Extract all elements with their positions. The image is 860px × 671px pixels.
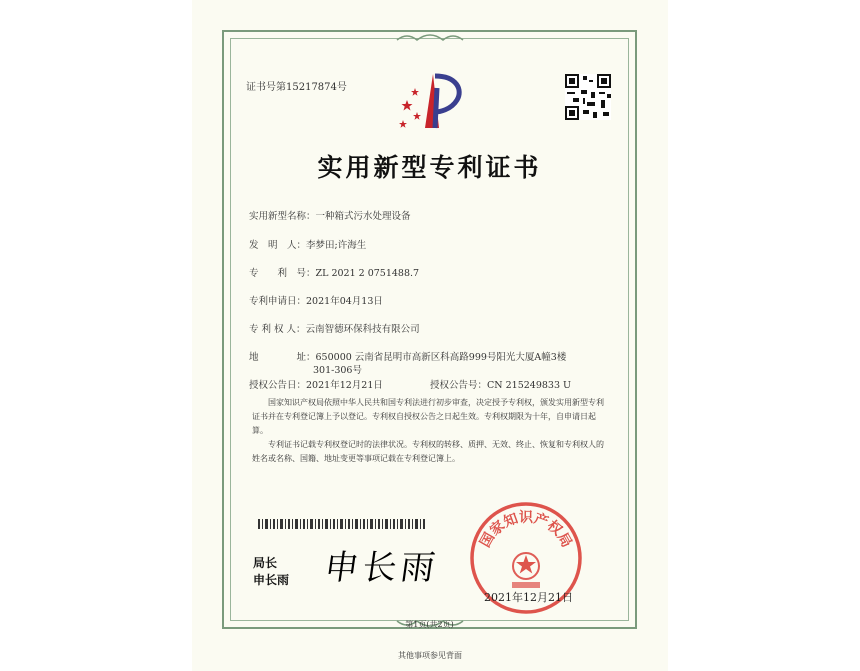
field-patent-number: 专 利 号：ZL 2021 2 0751488.7 <box>249 268 420 279</box>
certificate-title: 实用新型专利证书 <box>317 153 542 182</box>
page-number: 第1页(共2页) <box>405 620 454 629</box>
director-signature: 申长雨 <box>321 548 442 588</box>
paragraph-legal-status: 专利证书记载专利权登记时的法律状况。专利权的转移、质押、无效、终止、恢复和专利权人的姓名或名称、国籍、地址变更等事项记载在专利登记簿上。 <box>252 440 604 463</box>
seal-date: 2021年12月21日 <box>484 591 573 604</box>
certificate-number: 证书号第15217874号 <box>246 82 347 93</box>
director-title: 局长 <box>253 556 278 570</box>
field-patentee: 专 利 权 人：云南智德环保科技有限公司 <box>249 324 420 335</box>
field-address-line2: 301-306号 <box>313 365 362 376</box>
field-inventor: 发 明 人：李梦田;许海生 <box>249 240 367 251</box>
field-grant-number: 授权公告号：CN 215249833 U <box>430 380 572 391</box>
footer-note: 其他事项参见背面 <box>398 651 462 660</box>
cnipa-logo-icon <box>395 68 467 132</box>
field-address: 地 址：650000 云南省昆明市高新区科高路999号阳光大厦A幢3楼 <box>249 352 567 363</box>
paragraph-grant-statement: 国家知识产权局依照中华人民共和国专利法进行初步审查，决定授予专利权，颁发实用新型专利证书并在专利登记簿上予以登记。专利权自授权公告之日起生效。专利权期限为十年，自申请日起算。 <box>252 398 604 435</box>
field-grant-date: 授权公告日：2021年12月21日 <box>249 380 383 391</box>
field-application-date: 专利申请日：2021年04月13日 <box>249 296 383 307</box>
top-ornament <box>395 32 465 44</box>
svg-text:国家知识产权局: 国家知识产权局 <box>477 510 575 551</box>
qr-code-icon <box>565 74 611 120</box>
barcode-icon <box>258 519 428 529</box>
director-name: 申长雨 <box>253 573 290 587</box>
field-utility-model-name: 实用新型名称：一种箱式污水处理设备 <box>249 211 411 222</box>
